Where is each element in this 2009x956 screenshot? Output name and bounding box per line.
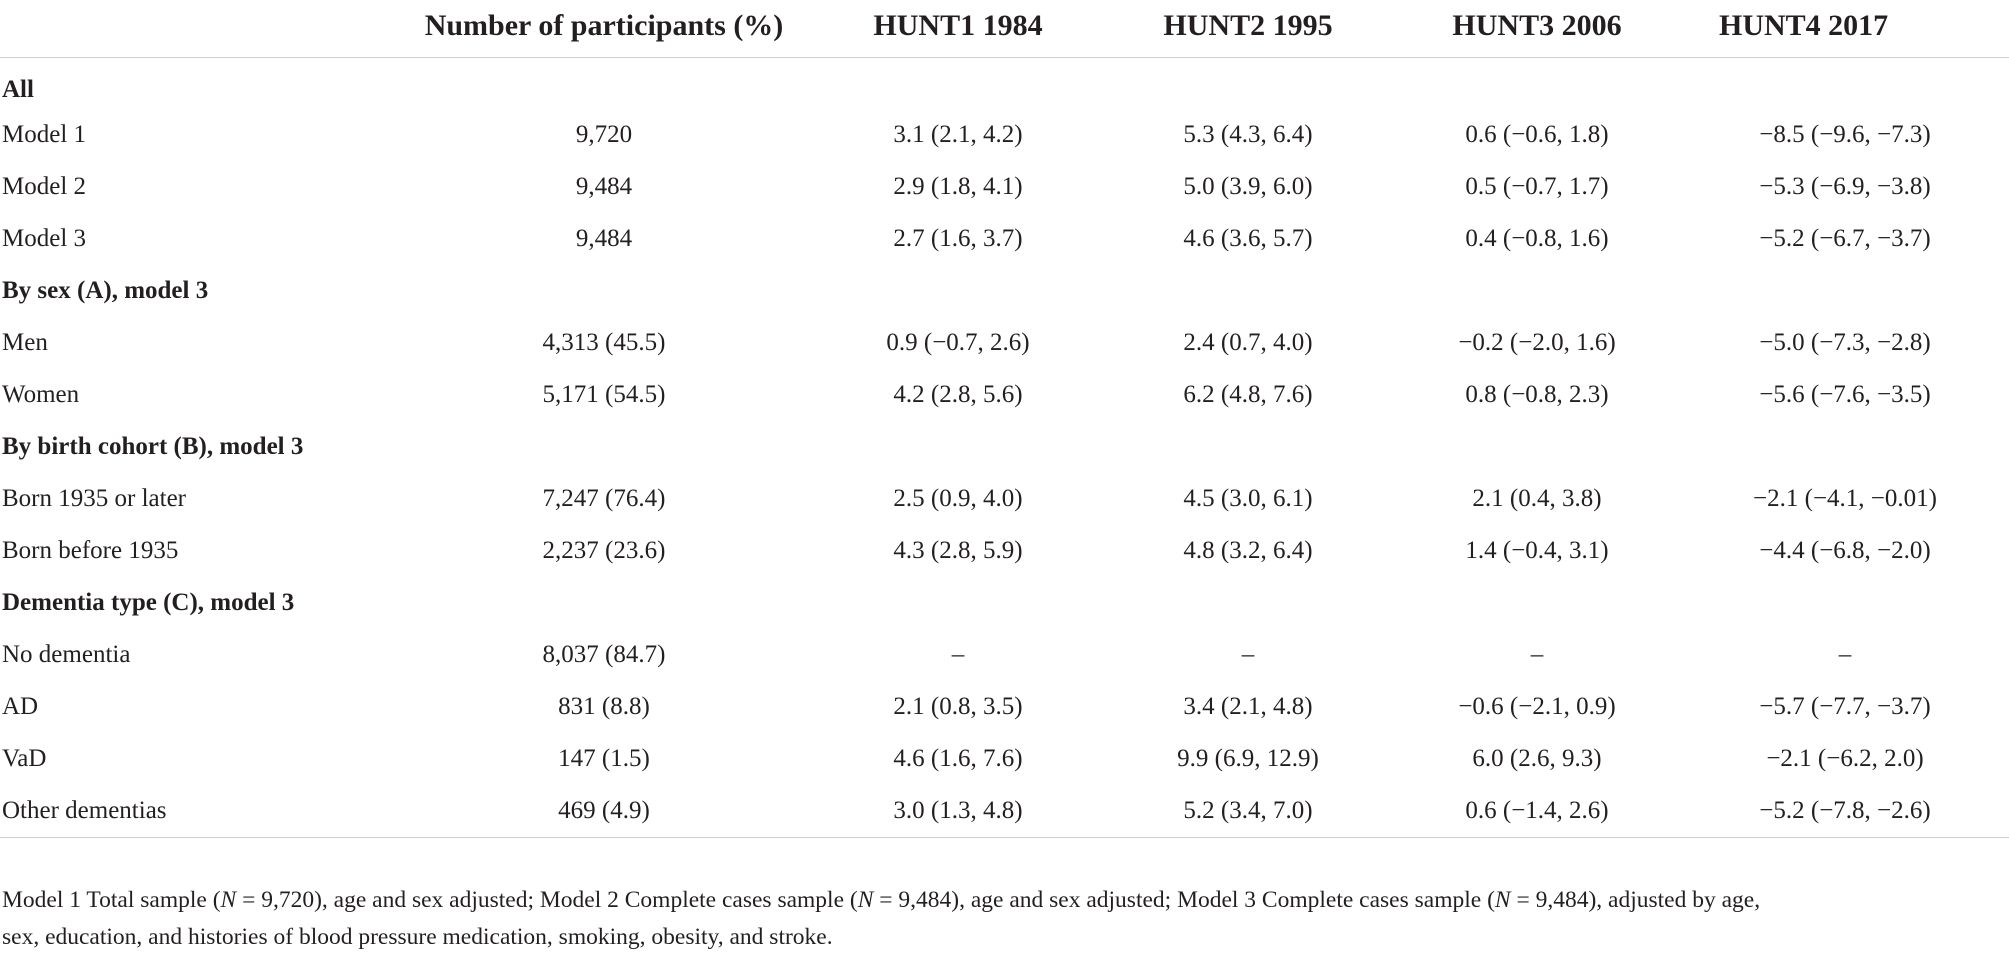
cell-hunt2: 9.9 (6.9, 12.9)	[1177, 745, 1319, 772]
cell-hunt2: 4.8 (3.2, 6.4)	[1183, 537, 1313, 564]
table-row	[0, 369, 2009, 421]
cell-hunt2: 4.6 (3.6, 5.7)	[1183, 225, 1313, 252]
cell-hunt3: 0.6 (−1.4, 2.6)	[1393, 785, 1681, 837]
cell-hunt4: −2.1 (−4.1, −0.01)	[1753, 485, 1937, 512]
cell-participants: 2,237 (23.6)	[542, 537, 666, 564]
cell-label: Model 3	[2, 225, 87, 252]
table-row	[0, 785, 2009, 837]
table-footnote	[2, 882, 2002, 956]
section-row	[0, 421, 2009, 473]
cell-hunt2: 5.0 (3.9, 6.0)	[1183, 173, 1313, 200]
table-row	[0, 525, 2009, 577]
cell-hunt3	[1393, 57, 1681, 109]
cell-hunt4: −8.5 (−9.6, −7.3)	[1759, 121, 1931, 148]
cell-participants: 8,037 (84.7)	[542, 641, 666, 668]
section-row	[0, 577, 2009, 629]
cell-hunt3: 0.5 (−0.7, 1.7)	[1465, 173, 1609, 200]
cell-label: AD	[2, 693, 39, 720]
cell-hunt3	[1393, 421, 1681, 473]
cell-hunt4: −5.7 (−7.7, −3.7)	[1759, 693, 1931, 720]
cell-hunt3: −0.2 (−2.0, 1.6)	[1458, 329, 1616, 356]
cell-label: By birth cohort (B), model 3	[2, 433, 304, 460]
header-cell-hunt1: HUNT1 1984	[813, 0, 1103, 57]
footnote-text: = 9,484), adjusted by age,	[1510, 887, 1761, 913]
footnote-text: Model 1 Total sample (	[2, 887, 221, 913]
table-header-row	[0, 0, 2009, 57]
cell-label: Model 2	[2, 173, 87, 200]
cell-participants: 9,484	[575, 225, 633, 252]
cell-hunt4	[1681, 421, 2009, 473]
cell-hunt2: 2.4 (0.7, 4.0)	[1183, 329, 1313, 356]
cell-label: Born 1935 or later	[2, 485, 186, 512]
cell-participants: 469 (4.9)	[395, 785, 813, 837]
cell-hunt3	[1393, 265, 1681, 317]
section-row	[0, 265, 2009, 317]
cell-hunt1: 3.0 (1.3, 4.8)	[813, 785, 1103, 837]
footnote-n-symbol: N	[857, 887, 874, 913]
section-row	[0, 57, 2009, 109]
cell-hunt2: 4.5 (3.0, 6.1)	[1183, 485, 1313, 512]
cell-hunt2: 5.3 (4.3, 6.4)	[1183, 121, 1313, 148]
table-row	[0, 681, 2009, 733]
cell-participants: 831 (8.8)	[558, 693, 650, 720]
cell-hunt1: 0.9 (−0.7, 2.6)	[886, 329, 1030, 356]
cell-hunt3: −0.6 (−2.1, 0.9)	[1458, 693, 1616, 720]
footnote-n-symbol: N	[220, 887, 237, 913]
cell-hunt1: 2.5 (0.9, 4.0)	[893, 485, 1023, 512]
cell-label: VaD	[2, 745, 47, 772]
cell-participants	[395, 421, 813, 473]
footnote-text: = 9,484), age and sex adjusted; Model 3 Complete cases sample (	[873, 887, 1495, 913]
footnote-text: = 9,720), age and sex adjusted; Model 2 Complete cases sample (	[236, 887, 858, 913]
cell-hunt3: –	[1530, 641, 1544, 668]
table-row	[0, 733, 2009, 785]
cell-label: Women	[2, 381, 80, 408]
cell-hunt3: 6.0 (2.6, 9.3)	[1472, 745, 1602, 772]
header-cell-participants: Number of participants (%)	[395, 0, 813, 57]
cell-hunt3: 2.1 (0.4, 3.8)	[1472, 485, 1602, 512]
cell-participants: 4,313 (45.5)	[542, 329, 666, 356]
cell-hunt3: 0.4 (−0.8, 1.6)	[1465, 225, 1609, 252]
cell-hunt3	[1393, 577, 1681, 629]
table-body	[0, 57, 2009, 837]
cell-hunt1	[813, 265, 1103, 317]
cell-hunt2	[1103, 577, 1393, 629]
cell-label: By sex (A), model 3	[2, 277, 209, 304]
header-cell-hunt2: HUNT2 1995	[1103, 0, 1393, 57]
cell-label: Model 1	[2, 121, 87, 148]
cell-hunt2	[1103, 57, 1393, 109]
cell-hunt2	[1103, 421, 1393, 473]
cell-hunt1: 2.7 (1.6, 3.7)	[893, 225, 1023, 252]
cell-hunt3: 1.4 (−0.4, 3.1)	[1465, 537, 1609, 564]
cell-participants: 7,247 (76.4)	[542, 485, 666, 512]
footnote-line-1	[2, 882, 2002, 919]
cell-participants	[395, 57, 813, 109]
table-row	[0, 109, 2009, 161]
cell-hunt2: 6.2 (4.8, 7.6)	[1183, 381, 1313, 408]
cell-hunt1	[813, 577, 1103, 629]
cell-hunt1: 4.3 (2.8, 5.9)	[893, 537, 1023, 564]
cell-participants: 147 (1.5)	[558, 745, 650, 772]
cell-hunt4: −2.1 (−6.2, 2.0)	[1766, 745, 1924, 772]
cell-hunt4: −5.0 (−7.3, −2.8)	[1759, 329, 1931, 356]
cell-hunt4	[1681, 57, 2009, 109]
cell-hunt1: 4.6 (1.6, 7.6)	[893, 745, 1023, 772]
cell-hunt4: −5.6 (−7.6, −3.5)	[1759, 381, 1931, 408]
cell-hunt2: 5.2 (3.4, 7.0)	[1103, 785, 1393, 837]
cell-hunt4	[1681, 265, 2009, 317]
cell-hunt1: 2.9 (1.8, 4.1)	[893, 173, 1023, 200]
cell-participants: 9,484	[575, 173, 633, 200]
cell-hunt1: 2.1 (0.8, 3.5)	[893, 693, 1023, 720]
cell-label: Other dementias	[0, 785, 395, 837]
cell-hunt1: –	[951, 641, 965, 668]
cell-hunt1	[813, 421, 1103, 473]
cell-participants: 9,720	[575, 121, 633, 148]
cell-hunt1	[813, 57, 1103, 109]
header-cell-label	[0, 0, 395, 57]
cell-hunt4: −5.3 (−6.9, −3.8)	[1759, 173, 1931, 200]
cell-label: Men	[2, 329, 48, 356]
header-cell-hunt4: HUNT4 2017	[1681, 0, 2009, 57]
cell-hunt1: 3.1 (2.1, 4.2)	[893, 121, 1023, 148]
table-row	[0, 213, 2009, 265]
cell-hunt4	[1681, 577, 2009, 629]
cell-participants: 5,171 (54.5)	[542, 381, 666, 408]
cell-hunt2: –	[1241, 641, 1255, 668]
table-row	[0, 317, 2009, 369]
cell-participants	[395, 577, 813, 629]
cell-hunt2: 3.4 (2.1, 4.8)	[1183, 693, 1313, 720]
cell-label: Born before 1935	[2, 537, 179, 564]
footnote-line-2: sex, education, and histories of blood pressure medication, smoking, obesity, and stroke.	[2, 924, 833, 950]
header-cell-hunt3: HUNT3 2006	[1393, 0, 1681, 57]
cell-hunt3: 0.8 (−0.8, 2.3)	[1465, 381, 1609, 408]
cell-participants	[395, 265, 813, 317]
cell-label: Dementia type (C), model 3	[2, 589, 295, 616]
cell-label: All	[2, 76, 34, 104]
cell-hunt1: 4.2 (2.8, 5.6)	[893, 381, 1023, 408]
table-row	[0, 161, 2009, 213]
footnote-n-symbol: N	[1494, 887, 1511, 913]
cell-hunt3: 0.6 (−0.6, 1.8)	[1465, 121, 1609, 148]
cell-hunt4: −5.2 (−7.8, −2.6)	[1681, 785, 2009, 837]
cell-hunt4: −4.4 (−6.8, −2.0)	[1759, 537, 1931, 564]
cell-hunt2	[1103, 265, 1393, 317]
cell-label: No dementia	[2, 641, 131, 668]
table-row	[0, 629, 2009, 681]
table-row	[0, 473, 2009, 525]
cell-hunt4: –	[1838, 641, 1852, 668]
cell-hunt4: −5.2 (−6.7, −3.7)	[1759, 225, 1931, 252]
